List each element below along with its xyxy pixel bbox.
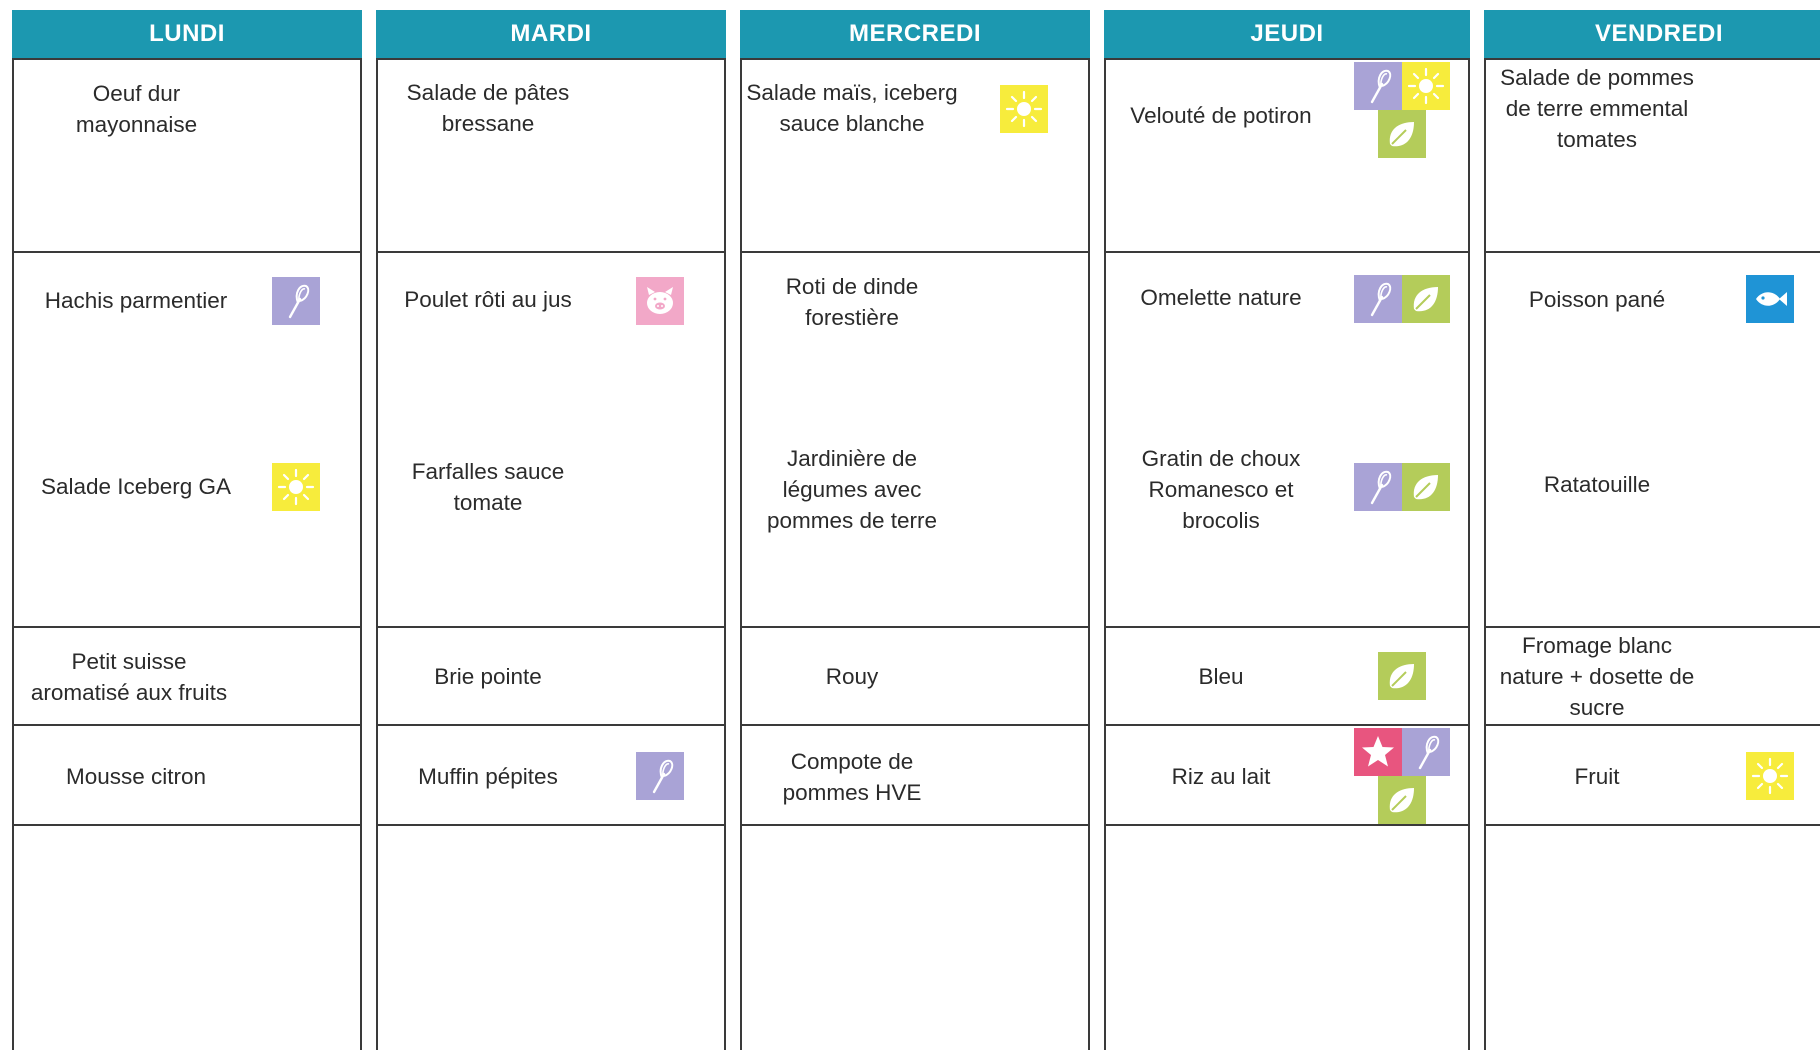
sun-icon	[272, 463, 320, 511]
sun-icon	[1000, 85, 1048, 133]
cell-entree	[1486, 58, 1820, 251]
dish-fromage: Rouy	[825, 664, 879, 689]
dish-entree: Salade maïs, iceberg sauce blanche	[746, 80, 958, 136]
dish-plat: Hachis parmentier	[44, 288, 228, 313]
cell-entree	[742, 58, 1088, 251]
leaf-icon	[1378, 652, 1426, 700]
pig-icon	[636, 277, 684, 325]
leaf-icon	[1378, 776, 1426, 824]
cell-fromage	[1486, 626, 1820, 724]
day-header-mercredi: MERCREDI	[740, 10, 1090, 58]
column-mardi	[376, 10, 726, 1050]
sun-icon	[1746, 752, 1794, 800]
column-mercredi	[740, 10, 1090, 1050]
cell-plat	[1486, 251, 1820, 626]
day-header-vendredi: VENDREDI	[1484, 10, 1820, 58]
column-jeudi	[1104, 10, 1470, 1050]
cell-fromage	[1106, 626, 1468, 724]
dish-accompagnement: Salade Iceberg GA	[40, 474, 232, 499]
column-vendredi	[1484, 10, 1820, 1050]
fish-icon	[1746, 275, 1794, 323]
dish-accompagnement: Ratatouille	[1543, 472, 1651, 497]
whisk-icon	[272, 277, 320, 325]
cell-fromage	[14, 626, 360, 724]
cell-plat	[378, 251, 724, 626]
dish-accompagnement: Jardinière de légumes avec pommes de terre	[766, 446, 938, 533]
cell-plat	[1106, 251, 1468, 626]
dish-entree: Velouté de potiron	[1130, 103, 1312, 128]
day-header-lundi: LUNDI	[12, 10, 362, 58]
cell-entree	[14, 58, 360, 251]
leaf-icon	[1378, 110, 1426, 158]
cell-plat	[742, 251, 1088, 626]
cell-empty	[742, 824, 1088, 1054]
dish-accompagnement: Farfalles sauce tomate	[411, 459, 565, 515]
dish-plat: Poulet rôti au jus	[404, 287, 572, 312]
cell-entree	[1106, 58, 1468, 251]
dish-fromage: Fromage blanc nature + dosette de sucre	[1499, 633, 1695, 720]
cell-dessert	[1486, 724, 1820, 824]
cell-empty	[378, 824, 724, 1054]
dish-plat: Poisson pané	[1528, 287, 1666, 312]
cell-plat	[14, 251, 360, 626]
cell-dessert	[378, 724, 724, 824]
whisk-icon	[636, 752, 684, 800]
cell-dessert	[1106, 724, 1468, 824]
day-header-mardi: MARDI	[376, 10, 726, 58]
whisk-icon	[1402, 728, 1450, 776]
dish-fromage: Bleu	[1198, 664, 1244, 689]
leaf-icon	[1402, 275, 1450, 323]
cell-empty	[1106, 824, 1468, 1054]
cell-fromage	[742, 626, 1088, 724]
cell-empty	[1486, 824, 1820, 1054]
dish-fromage: Brie pointe	[434, 664, 542, 689]
dish-plat: Roti de dinde forestière	[785, 274, 919, 330]
dish-dessert: Fruit	[1574, 764, 1620, 789]
dish-accompagnement: Gratin de choux Romanesco et brocolis	[1141, 446, 1301, 533]
dish-plat: Omelette nature	[1140, 285, 1302, 310]
dish-entree: Salade de pâtes bressane	[406, 80, 570, 136]
day-header-jeudi: JEUDI	[1104, 10, 1470, 58]
cell-fromage	[378, 626, 724, 724]
dish-dessert: Riz au lait	[1171, 764, 1271, 789]
sun-icon	[1402, 62, 1450, 110]
dish-entree: Oeuf dur mayonnaise	[75, 81, 198, 137]
whisk-icon	[1354, 62, 1402, 110]
cell-dessert	[742, 724, 1088, 824]
column-lundi	[12, 10, 362, 1050]
dish-dessert: Compote de pommes HVE	[782, 749, 922, 805]
dish-dessert: Muffin pépites	[418, 764, 558, 789]
cell-dessert	[14, 724, 360, 824]
whisk-icon	[1354, 275, 1402, 323]
dish-fromage: Petit suisse aromatisé aux fruits	[30, 649, 228, 705]
leaf-icon	[1402, 463, 1450, 511]
cell-entree	[378, 58, 724, 251]
whisk-icon	[1354, 463, 1402, 511]
dish-dessert: Mousse citron	[65, 764, 207, 789]
dish-entree: Salade de pommes de terre emmental tomates	[1500, 65, 1694, 152]
star-icon	[1354, 728, 1402, 776]
cell-empty	[14, 824, 360, 1054]
